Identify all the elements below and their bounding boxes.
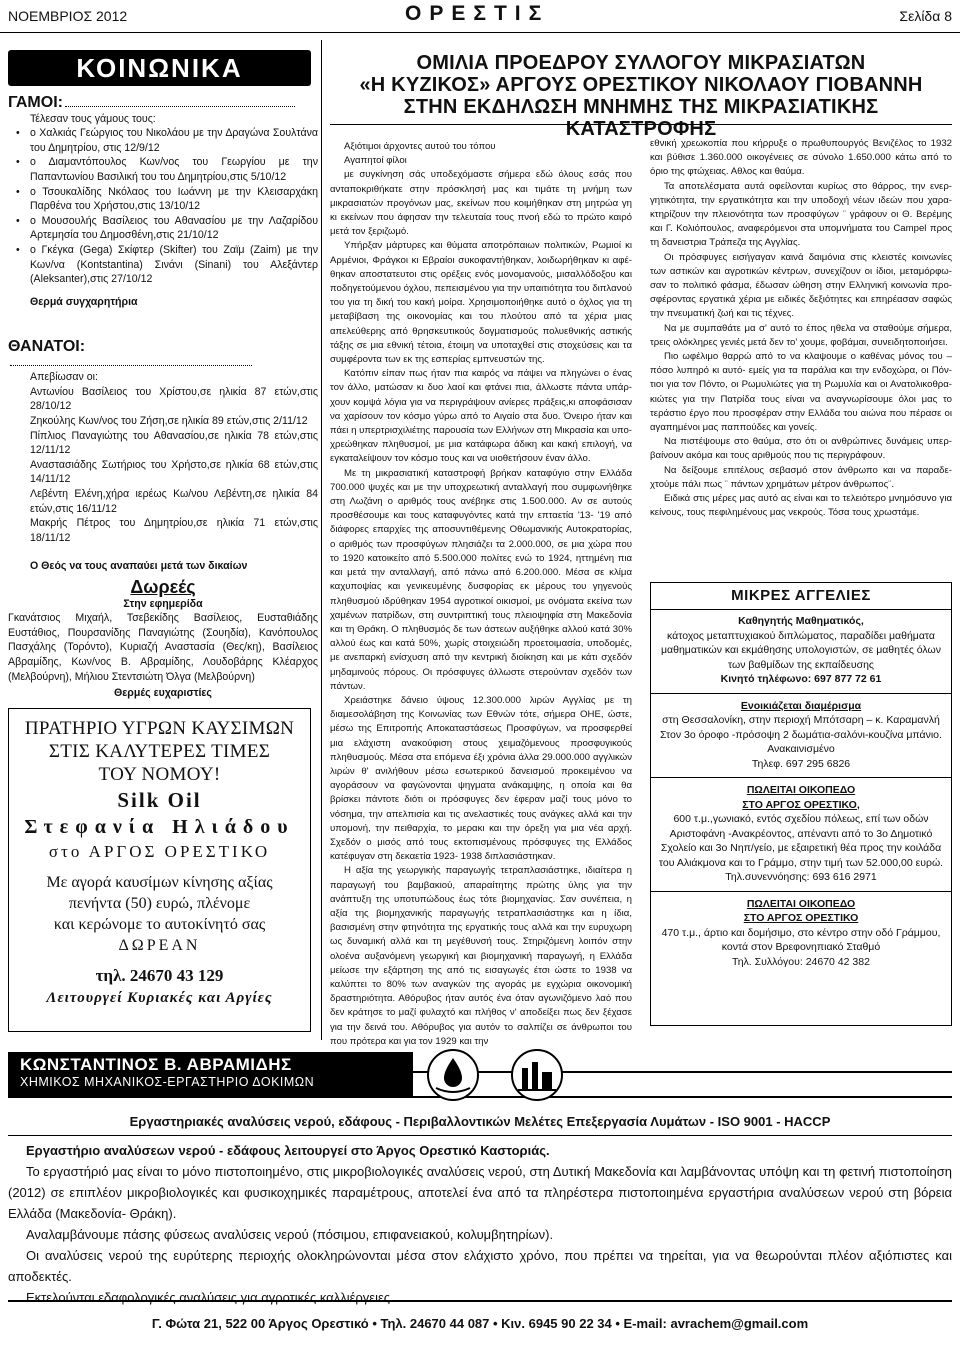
- masthead: ΟΡΕΣΤΙΣ: [405, 2, 550, 25]
- article-paragraph: Αξιότιμοι άρχοντες αυτού του τόπου: [344, 141, 496, 152]
- ad-offer-1: Με αγορά καυσίμων κίνησης αξίας: [46, 874, 273, 891]
- classified-plot-2-text: 470 τ.μ., άρτιο και δομήσιμο, στο κέντρο στην οδό Γράμμου, κοντά στον Βρεφονηπιακό Σταθμό: [661, 926, 941, 953]
- ad-line-1c: ΤΟΥ ΝΟΜΟΥ!: [98, 764, 221, 785]
- factory-logo-icon: [510, 1048, 564, 1102]
- donations-heading: Δωρεές: [130, 577, 196, 597]
- lab-para-3: Αναλαμβάνουμε πάσης φύσεως αναλύσεις νερού (πόσιμου, επιφανειακού, κολυμβητηρίων).: [26, 1227, 554, 1242]
- ad-hours: Λειτουργεί Κυριακές και Αργίες: [46, 990, 273, 1006]
- services-rule: [8, 1135, 952, 1136]
- ad-phone: τηλ. 24670 43 129: [95, 966, 224, 985]
- ad-location: στο ΑΡΓΟΣ ΟΡΕΣΤΙΚΟ: [48, 842, 271, 861]
- weddings-intro: Τέλεσαν τους γάμους τους:: [30, 112, 156, 125]
- article-paragraph: Τα αποτελέσματα αυτά οφείλονται κυρίως στο θάρρος, την ενεργητικότητα, την εργατικότητα και την υποδοχή νέων ιδεών που χαρακτηρίζουν την πλειονότητα των προσφύγων ¨ γράφουν οι Θ. Βερέμης και Γ. Κολιόπουλος, αναφερόμενοι στα υπομνήματα του Campel προς τη δανειστρια Τράπεζα της Αγγλίας.: [650, 180, 952, 249]
- weddings-wish: Θερμά συγχαρητήρια: [30, 295, 138, 308]
- article-paragraph: Η αξία της γεωργικής παραγωγής τετραπλασιάστηκε, ιδιαίτερα η παραγωγή του βαμβακιού, απαραίτητης πρώτης ύλης για την ανάπτυξη της υποτυπώδους έως τότε βιομηχανίας. Σαν συνέπεια, η αξία της βιομηχανικής παραγωγής τετραπλασιάστηκε και η ίδια, βασισμένη στην φτηνότητα της εργατικής τους αλλά και την ευρυχωρη ως δυναμική αλλά και τη μεγέθυνσή τους. Στηριζόμενη λοιπόν στην ολοένα αυξανόμενη γεωργική και βιομηχανική παραγωγή, η Ελλάδα μείωσε την εξάρτηση της από τις εισαγωγές έτσι ώστε το 1938 να καλύπτει το 80% των αναγκών της αγοράς με εγχώρια οικονομική δραστηριότητα. Αθόρυβος ήταν αυτός ένα όταν αγωνιζόμενο λαό που δεν κράτησε το μαζί φυλαχτό και πλήθος ν' αποδείξει πως δεν ξέχασε για την δεινά του. Αθόρυβος για αυτόν το σαλπίζει σε άνθρωποι του που πρότερα και για τον 1929 και την: [330, 865, 632, 1047]
- title-rule: [330, 124, 952, 125]
- classified-tutor-phone: Κινητό τηλέφωνο: 697 877 72 61: [720, 673, 882, 685]
- article-paragraph: Να πιστέψουμε στο θαύμα, στο ότι οι ανθρώπινες δυνάμεις υπερβαίνουν ακόμα και τους αριθμούς που τις περιγράφουν.: [650, 436, 952, 462]
- death-item: Λεβέντη Ελένη,χήρα ιερέως Κω/νου Λεβέντη,σε ηλικία 84 ετών,στις 16/11/12: [30, 487, 318, 515]
- classified-plot-2-title: ΠΩΛΕΙΤΑΙ ΟΙΚΟΠΕΔΟ: [746, 897, 856, 910]
- classified-plot-2-subtitle: ΣΤΟ ΑΡΓΟΣ ΟΡΕΣΤΙΚΟ: [743, 912, 859, 924]
- article-paragraph: Οι πρόσφυγες εισήγαγαν καινά δαιμόνια στις κλειστές κοινωνίες των αστικών και αγροτικών κέντρων, συνεχίζουν οι ίδιοι, μεταμόρφωσαν το πολιτικό φάσμα, έδωσαν ώθηση στην Ελληνική κοινωνία προσφέροντας εργατικά χέρια με ειδικές δεξιότητες και επηρέασαν σαφώς την πνευματική ζωή και τις τέχνες.: [650, 251, 952, 320]
- classified-tutor-text: κάτοχος μεταπτυχιακού διπλώματος, παραδίδει μαθήματα μαθηματικών και εκμάθησης υπολογιστών, σε μαθητές όλων των βαθμίδων της εκπαίδευσης: [661, 629, 941, 671]
- classified-plot-2-phone: Τηλ. Συλλόγου: 24670 42 382: [732, 955, 870, 968]
- classifieds-box: [650, 582, 952, 1026]
- article-title: [330, 52, 952, 140]
- wedding-item: • ο Μουσουλής Βασίλειος του Αθανασίου με την Λαζαρίδου Αρτεμησία του Δημοσθένη,στις 21/10/12: [16, 214, 318, 243]
- social-section-title: ΚΟΙΝΩΝΙΚΑ: [8, 50, 311, 86]
- classified-plot-1-phone: Τηλ.συνεννόησης: 693 616 2971: [725, 871, 877, 883]
- lab-contact-footer: Γ. Φώτα 21, 522 00 Άργος Ορεστικό • Τηλ. 24670 44 087 • Κιν. 6945 90 22 34 • E-mail: avrachem@gmail.com: [8, 1300, 952, 1331]
- classified-plot-1-text: 600 τ.μ.,γωνιακό, εντός σχεδίου πόλεως, επί των οδών Αριστοφάνη -Ανακρέοντος, απέναντι από το 3ο Δημοτικό Σχολείο και 3ο Νηπ/γείο, με εξαιρετική θέα προς την κοιλάδα του Αλιάκμονα και το Γράμμο, στην τιμή των 52.000,00 ευρώ.: [658, 813, 944, 869]
- death-item: Μακρής Πέτρος του Δημητρίου,σε ηλικία 71 ετών,στις 18/11/12: [30, 517, 318, 544]
- weddings-heading: ΓΑΜΟΙ:: [8, 94, 63, 111]
- classifieds-heading: ΜΙΚΡΕΣ ΑΓΓΕΛΙΕΣ: [651, 583, 951, 610]
- lab-para-5: Εκτελούνται εδαφολογικές αναλύσεις για αγροτικές καλλιέργειες.: [26, 1290, 394, 1305]
- ad-owner: Στεφανία Ηλιάδου: [24, 816, 295, 838]
- article-column-2: [650, 137, 952, 520]
- classified-tutor: [651, 614, 951, 687]
- ad-offer-4: ΔΩΡΕΑΝ: [118, 937, 201, 954]
- article-paragraph: Αγαπητοί φίλοι: [344, 155, 407, 167]
- classified-plot-1-title: ΠΩΛΕΙΤΑΙ ΟΙΚΟΠΕΔΟ: [746, 784, 856, 796]
- article-paragraph: με συγκίνηση σάς υποδεχόμαστε σήμερα εδώ όλους εσάς που ανταποκριθήκατε στην πρόσκλησή μας και τιμάτε τη μνήμη των μικρασιατών προγόνων μας, εκείνων που κοιμήθηκαν στη μητρώα γη κι εκείνων που άφησαν την τελευταία τους πνοή εδώ το πρώτο καιρό μετά τον ξεριζωμό.: [330, 169, 632, 238]
- article-paragraph: Ειδικά στις μέρες μας αυτό ας είναι και το τελειότερο μνημόσυνο για κείνους, τους πεφιλημένους μας νεκρούς. Τόσα τους χρωστάμε.: [650, 493, 952, 519]
- water-drop-logo-icon: [426, 1048, 480, 1102]
- classified-plot-2: [651, 897, 951, 970]
- article-paragraph: Πιο ωφέλιμο θαρρώ από το να κλαψουμε ο καθένας μόνος του – πόσο λυπηρό κι αυτό- εμείς για τα παράλια και την ενδοχώρα, οι Πόντιοι για τον Πόντο, οι Ρωμυλιώτες για τη Ρωμυλία και οι Ανατολικοθρακιώτες για την Πατρίδα τους είναι να αναγνωρίσουμε όλοι μας το τεράστιο έργο που προσφέραν στην Ελλάδα του αιώνα που πέρασε οι αγαπημένοι μας παππούδες και γονείς.: [650, 351, 952, 434]
- donations-text: Γκανάτσιος Μιχαήλ, Τσεβεκίδης Βασίλειος, Ευσταθιάδης Ευστάθιος, Πουρσανίδης Παναγιώτης (Σουηδία), Κανόπουλος Πασχάλης (Τορόντο), Κυριαζή Αναστασία (Θες/κη), Βασίλειος Αβραμίδης, Κων/νος Β. Αβραμίδης, Λουδοβάρης Κλέαρχος (Μελβούρνη), Μήλιου Στεντσιώτη Όλγα (Μελβούρνη): [8, 612, 318, 683]
- death-item: Πίπλιος Παναγιώτης του Αθανασίου,σε ηλικία 78 ετών,στις 12/11/12: [30, 429, 318, 457]
- lab-description: [8, 1140, 952, 1308]
- donations-subheading: Στην εφημερίδα: [123, 597, 203, 610]
- deaths-block: [8, 340, 318, 574]
- lab-para-4: Οι αναλύσεις νερού της ευρύτερης περιοχής ολοκληρώνονται μέσα στον ελάχιστο χρόνο, που πρέπει να τηρείται, για να θεωρούνται πλέον αξιόπιστες και αποδεκτές.: [8, 1248, 952, 1284]
- deaths-list: [8, 385, 318, 546]
- lab-owner-name: ΚΩΝΣΤΑΝΤΙΝΟΣ Β. ΑΒΡΑΜΙΔΗΣ: [20, 1055, 292, 1074]
- article-title-line-2: «Η ΚΥΖΙΚΟΣ» ΑΡΓΟΥΣ ΟΡΕΣΤΙΚΟΥ ΝΙΚΟΛΑΟΥ ΓΙΟΒΑΝΝΗ: [359, 74, 923, 96]
- article-title-line-3: ΣΤΗΝ ΕΚΔΗΛΩΣΗ ΜΝΗΜΗΣ ΤΗΣ ΜΙΚΡΑΣΙΑΤΙΚΗΣ ΚΑΤΑΣΤΡΟΦΗΣ: [403, 96, 879, 140]
- article-paragraph: Υπήρξαν μάρτυρες και θύματα αποτρόπαιων πολιτικών, Ρωμιοί κι Αρμένιοι, Φράγκοι κι Εβραίοι συκοφαντήθηκαν, λοιδωρήθηκαν κι αφέθηκαν αποστατευτοι στις ορέξεις ενός μονομανούς, μισαλλόδοξου και ποδηγετούμενου όχλου, πεπεισμένου για την υπαιτιότητα του διπλανού του για τη δική του κακή μοίρα. Χρησιμοποιήθηκε αυτό ο όχλος για τη μεταβίβαση της οικονομίας και του πλούτου από τα χέρια μιας απελεύθερης από θρησκευτικούς δογματισμούς πολυεθνικής αστικής τάξης σε μια εθνική τέτοια, έτοιμη να υποταχθεί στις στοχεύσεις και τα συμφέροντα των εκ της εσπερίας εμπνευστών της.: [330, 240, 632, 366]
- classified-apartment-text: στη Θεσσαλονίκη, στην περιοχή Μπότσαρη – κ. Καραμανλή Στον 3ο όροφο -πρόσοψη 2 δωμάτια-σαλόνι-κουζίνα μπάνιο. Ανακαινισμένο: [660, 714, 942, 755]
- lab-subtitle: ΧΗΜΙΚΟΣ ΜΗΧΑΝΙΚΟΣ-ΕΡΓΑΣΤΗΡΙΟ ΔΟΚΙΜΩΝ: [20, 1075, 315, 1089]
- article-paragraph: Να με συμπαθάτε μα σ' αυτό το έπος ηθελα να σταθούμε σήμερα, τρεις ολόκληρες γενιές μετά δεν το' χουμε, φοβάμαι, συνειδητοποιήσει.: [650, 322, 952, 348]
- article-title-line-1: ΟΜΙΛΙΑ ΠΡΟΕΔΡΟΥ ΣΥΛΛΟΓΟΥ ΜΙΚΡΑΣΙΑΤΩΝ: [416, 52, 866, 74]
- article-column-1: [330, 140, 632, 1049]
- weddings-list: [8, 126, 318, 287]
- weddings-block: [8, 96, 318, 309]
- lab-services-line: Εργαστηριακές αναλύσεις νερού, εδάφους - Περιβαλλοντικών Μελέτες Επεξεργασία Λυμάτων - ISO 9001 - HACCP: [129, 1114, 831, 1129]
- classified-tutor-title: Καθηγητής Μαθηματικός,: [738, 615, 864, 627]
- ad-line-1: ΠΡΑΤΗΡΙΟ ΥΓΡΩΝ ΚΑΥΣΙΜΩΝ: [24, 718, 295, 739]
- classified-plot-1: [651, 783, 951, 885]
- ad-line-1b: ΣΤΙΣ ΚΑΛΥΤΕΡΕΣ ΤΙΜΕΣ: [48, 741, 271, 762]
- header-rule: [0, 32, 960, 33]
- lab-para-2: Το εργαστήριό μας είναι το μόνο πιστοποιημένο, στις μικροβιολογικές αναλύσεις νερού, στη Δυτική Μακεδονία και λαμβάνοντας υπόψη και τη φετινή πιστοποίηση (2012) σε επιπλέον μικροβιολογικές και φυσικοχημικές παραμέτρους, αποτελεί ένα από τα πληρέστερα πιστοποιημένα εργαστήρια αναλύσεων νερού στη βόρεια Ελλάδα (Μακεδονία- Θράκη).: [8, 1164, 952, 1221]
- page-number: Σελίδα 8: [899, 8, 952, 24]
- ad-offer-3: και κερώνομε το αυτοκίνητό σας: [53, 916, 266, 933]
- wedding-item: • ο Διαμαντόπουλος Κων/νος του Γεωργίου με την Παπαντωνίου Βασιλική του του Δημητρίου,στις 5/10/12: [16, 155, 318, 184]
- wedding-item: • ο Τσουκαλίδης Νκόλαος του Ιωάννη με την Κλεισαρχάκη Παρθένα του Χρήστου,στις 13/10/12: [16, 185, 318, 214]
- death-item: Αναστασιάδης Σωτήριος του Χρήστο,σε ηλικία 68 ετών,στις 14/11/12: [30, 458, 318, 486]
- article-paragraph: Να δείξουμε επιτέλους σεβασμό στον άνθρωπο και να παραδεχτούμε πάλι πως ¨ πάντων χρημάτων μέτρον άνθρωπος¨.: [650, 464, 952, 490]
- donations-thanks: Θερμές ευχαριστίες: [114, 687, 212, 700]
- deaths-intro: Απεβίωσαν οι:: [30, 371, 98, 384]
- lab-name-box: [8, 1052, 413, 1098]
- wedding-item: • ο Χαλκιάς Γεώργιος του Νικολάου με την Δραγώνα Σουλτάνα του Δημητρίου, στις 12/9/12: [16, 126, 318, 155]
- ad-brand: Silk Oil: [117, 788, 202, 812]
- article-paragraph: Χρειάστηκε δάνειο ύψους 12.300.000 λιρών Αγγλίας με τη διαμεσολάβηση της Κοινωνίας των Εθνών τότε, σήμερα ΟΗΕ, ώστε, μέσω της Επιτροπής Αποκαταστάσεως Προσφύγων, να προσφερθεί μια ελάχιστη ανακούφιση στους χειμαζόμενους προσφυγικούς πληθυσμούς. Μέσα στα επόμενα έξι χρόνια άλλα 29.000.000 αγγλικών λιρών θ' ανιλήθουν μέσω εσωτερικού δανεισμού προκειμένου να αγοράσουν να φαγώνονται ψηγματα ανάκαμψης, η οποία και θα βρίσκει πάντοτε διότι οι πρόσφυγες δεν έφεραν μαζί τους μόνο το νόσημα, την απελπισία και τις ανελαστικές τους ανάγκες αλλά και την υπομονή, την πειθαρχία, το μερακι και την όρεξη για μια νέα αρχή. Σχεδόν ο μισός από τους εκτοπισμένους πρόσφυγες της Ελλάδος κατέφυγαν στη δεκαετία 1923- 1938 διπλασιάστηκαν.: [330, 694, 632, 863]
- lab-para-1: Εργαστήριο αναλύσεων νερού - εδάφους λειτουργεί στο Άργος Ορεστικό Καστοριάς.: [26, 1143, 550, 1158]
- article-paragraph: Κατόπιν είπαν πως ήταν πια καιρός να πάψει να πληγώνει ο ένας τον άλλο, ματώσαν κι δυο λαοί και φτάνει πια, άλλωστε πάντα υπάρχουν κομψά λόγια για να περιγράψουν ανίερες πράξεις,κι αποφάσισαν να χαρίσουν τον κόσμο γύρω από το Αιγαίο στα δυο. Όνειρο ήταν και πάει η υπερτρισχιλιέτης παρουσία των Ελλήνων στη Μικρασία και υποχρεώθηκαν πληθυσμοί, με μια κατάφωρα άδικη και κακή επιλογή, να εγκαταλείψουν τον κόσμο τους και να υιοθετήσουν έναν άλλο.: [330, 368, 632, 465]
- classified-apartment-title: Ενοικιάζεται διαμέρισμα: [740, 699, 862, 712]
- fuel-station-ad: [8, 708, 311, 1032]
- donations-block: [8, 577, 318, 701]
- deaths-heading: ΘΑΝΑΤΟΙ:: [8, 338, 86, 355]
- classified-plot-1-subtitle: ΣΤΟ ΑΡΓΟΣ ΟΡΕΣΤΙΚΟ,: [742, 798, 860, 811]
- wedding-item: • ο Γκέγκα (Gega) Σκίφτερ (Skifter) του Ζαϊμ (Zaim) με την Κων/να (Kontstantina) Σινάνι (Sinani) του Αλεξάντερ (Aleksanter),στις 27/10/12: [16, 243, 318, 287]
- death-item: Ζηκούλης Κων/νος του Ζήση,σε ηλικία 89 ετών,στις 2/11/12: [30, 414, 308, 427]
- classified-apartment: [651, 699, 951, 772]
- deaths-wish: Ο Θεός να τους αναπαύει μετά των δικαίων: [30, 560, 248, 573]
- death-item: Αντωνίου Βασίλειος του Χρίστου,σε ηλικία 87 ετών,στις 28/10/12: [30, 385, 318, 413]
- classified-apartment-phone: Τηλεφ. 697 295 6826: [751, 757, 851, 770]
- column-divider: [321, 40, 322, 1040]
- ad-offer-2: πενήντα (50) ευρώ, πλένομε: [68, 895, 251, 912]
- article-paragraph: εθνική χρεωκοπία που κήρρυξε ο πρωθυπουργός Βενιζέλος το 1932 και βύθισε 1.360.000 οικογένειες σε σύνολο 1.650.000 κάτω από το όριο της φτώχειας. Αθλος και θαύμα.: [650, 138, 952, 178]
- issue-date: ΝΟΕΜΒΡΙΟΣ 2012: [8, 8, 128, 24]
- article-paragraph: Με τη μικρασιατική καταστροφή βρήκαν καταφύγιο στην Ελλάδα 700.000 ψυχές και με την υποχρεωτική ανταλλαγή που συμφωνήθηκε στη Λωζάνη ο αριθμός τους ανέβηκε στις 1.500.000. Αν σε αυτούς προσθέσουμε και τους καταφυγόντες κατά την επταετία '13- '19 από διάφορες επαρχίες της αποσυντιθέμενης Οθωμανικής Αυτοκρατορίας, ο αριθμός των προσφύγων πλησιάζει τα 2.000.000, σε μια χώρα που το 1920 κατοικείτο από 5.500.000 πολίτες ενώ το 1924, ηττημένη πια και μετά την ανταλλαγή, από πάνω από 6.200.000. Μέσα σε κλίμα καχυποψίας και γενικευμένης δυσφορίας εκ μέρους του γηγενούς πληθυσμού ιδρύθηκαν 1954 αγροτικοί οικισμοί, με ονόματα εκείνα των χαμένων πατρίδων, στη συντριπτική τους πλειοψηφία στη Μακεδονία και τη Θράκη. Ο πληθυσμός δε των άστεων αυξήθηκε αλλού κατά 30% αλλού έως και κατά 50%, χωρίς στοιχειώδη προετοιμασία, υποδομές, με ανεπαρκή ενίσχυση από την κεντρική διοίκηση και με κάτι σχεδόν μηδαμινούς πόρους. Οι πρόσφυγες άλλωστε στερούνταν σχεδόν των πάντων.: [330, 467, 632, 692]
